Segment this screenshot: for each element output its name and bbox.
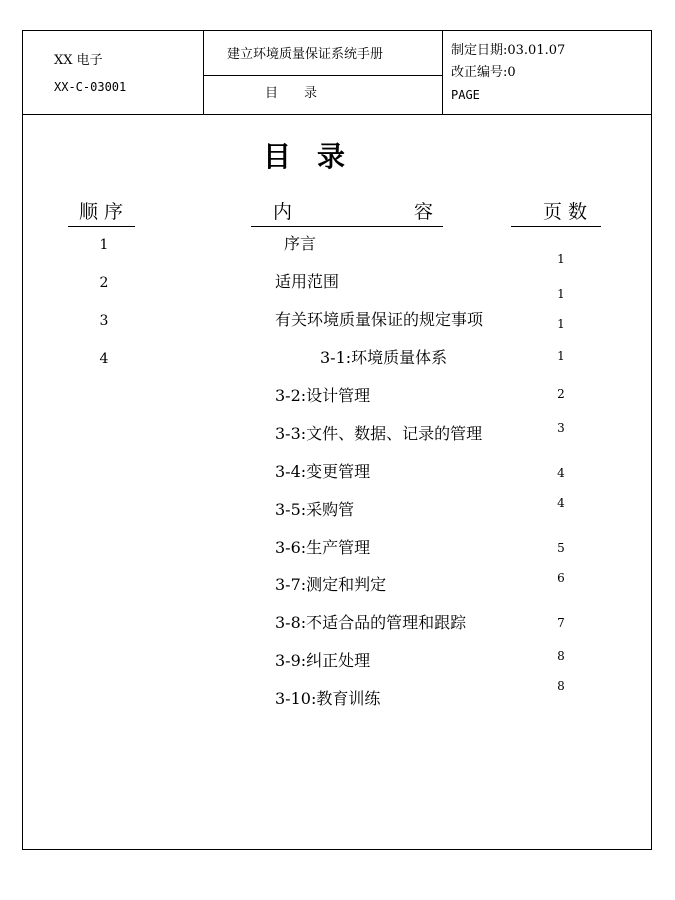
order-number: 4 [99,351,109,367]
page-number: 1 [557,317,565,331]
manual-title: 建立环境质量保证系统手册 [227,47,384,62]
content-underline [251,226,443,227]
page-number: 6 [557,571,565,585]
order-underline [68,226,135,227]
page-number: 1 [557,287,565,301]
header-divider-2 [442,31,443,114]
page-number: 7 [557,616,565,630]
toc-item-3-5: 3-5:采购管 [275,500,355,519]
document-header [23,31,651,115]
document-frame [22,30,652,850]
order-number: 3 [99,313,109,329]
page-number: 3 [557,421,565,435]
toc-item-3-4: 3-4:变更管理 [275,462,371,481]
revision-label: 改正编号:0 [451,65,516,80]
company-name: XX 电子 [54,53,103,68]
page-number: 4 [557,466,565,480]
page-label: PAGE [451,88,480,102]
toc-item-3-2: 3-2:设计管理 [275,386,371,405]
toc-item-3-1: 3-1:环境质量体系 [320,348,448,367]
order-number: 1 [99,237,109,253]
page-number: 1 [557,252,565,266]
toc-item-scope: 适用范围 [275,272,340,291]
toc-item-3-6: 3-6:生产管理 [275,538,371,557]
column-header-content-right: 容 [414,201,434,223]
page-number: 8 [557,679,565,693]
order-number: 2 [99,275,109,291]
page-number: 5 [557,541,565,555]
column-header-content-left: 内 [273,201,293,223]
page-number: 4 [557,496,565,510]
pages-underline [511,226,601,227]
column-header-order: 顺 序 [79,201,124,223]
document-code: XX-C-03001 [54,80,127,94]
toc-item-3-10: 3-10:教育训练 [275,689,381,708]
page-number: 2 [557,387,565,401]
section-label: 目 录 [265,86,318,101]
toc-item-regulations: 有关环境质量保证的规定事项 [275,310,484,329]
header-divider-1 [203,31,204,114]
page-number: 1 [557,349,565,363]
toc-item-3-3: 3-3:文件、数据、记录的管理 [275,424,483,443]
page-number: 8 [557,649,565,663]
column-header-pages: 页 数 [543,201,588,223]
date-label: 制定日期:03.01.07 [451,43,566,58]
toc-item-preface: 序言 [284,234,317,253]
toc-title: 目录 [263,140,372,173]
toc-item-3-7: 3-7:测定和判定 [275,575,387,594]
toc-item-3-8: 3-8:不适合品的管理和跟踪 [275,613,467,632]
toc-item-3-9: 3-9:纠正处理 [275,651,371,670]
header-middle-divider [203,75,443,76]
